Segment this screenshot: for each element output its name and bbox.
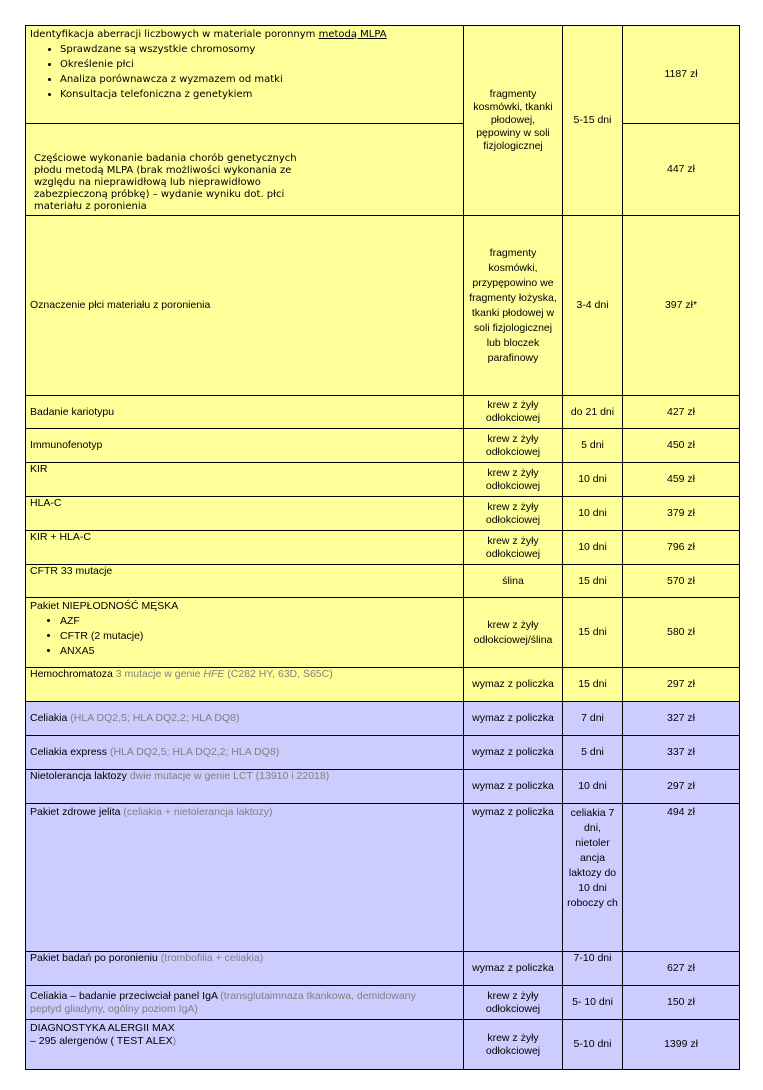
material-cell: wymaz z policzka bbox=[464, 736, 563, 770]
test-note: (transglutaimnaza tkankowa, demidowany peptyd gliadyny, ogólny poziom IgA) bbox=[30, 989, 416, 1015]
time-cell: 5-15 dni bbox=[563, 26, 623, 216]
test-title: DIAGNOSTYKA ALERGII MAX bbox=[30, 1022, 175, 1034]
gene-name: HFE bbox=[203, 668, 225, 680]
material-cell: krew z żyły odłokciowej/ślina bbox=[464, 598, 563, 668]
time-cell: 7 dni bbox=[563, 702, 623, 736]
price-cell: 297 zł bbox=[623, 770, 740, 804]
table-row bbox=[26, 124, 740, 216]
price-cell: 447 zł bbox=[623, 124, 740, 216]
test-name-cell: KIR + HLA-C bbox=[26, 531, 464, 565]
price-cell: 796 zł bbox=[623, 531, 740, 565]
price-cell: 337 zł bbox=[623, 736, 740, 770]
list-item: • Sprawdzane są wszystkie chromosomy bbox=[60, 43, 459, 56]
time-cell: 10 dni bbox=[563, 463, 623, 497]
test-title: Identyfikacja aberracji liczbowych w materiale poronnym bbox=[30, 29, 319, 40]
test-note: (trombofilia + celiakia) bbox=[160, 952, 264, 964]
feature-list bbox=[30, 43, 459, 101]
test-name-cell bbox=[26, 804, 464, 952]
price-cell: 379 zł bbox=[623, 497, 740, 531]
test-name-cell bbox=[26, 1020, 464, 1070]
material-cell: krew z żyły odłokciowej bbox=[464, 531, 563, 565]
test-name-cell bbox=[26, 986, 464, 1020]
list-item: • Określenie płci bbox=[60, 58, 459, 71]
price-cell: 494 zł bbox=[623, 804, 740, 952]
material-cell: fragmenty kosmówki, tkanki płodowej, pępowiny w soli fizjologicznej bbox=[464, 26, 563, 216]
list-item: • Analiza porównawcza z wyzmazem od matki bbox=[60, 73, 459, 86]
time-cell: 5 dni bbox=[563, 429, 623, 463]
test-title: Pakiet zdrowe jelita bbox=[30, 806, 124, 818]
feature-list bbox=[30, 615, 459, 658]
test-name-cell bbox=[26, 952, 464, 986]
material-cell: wymaz z policzka bbox=[464, 952, 563, 986]
test-note: (HLA DQ2,5; HLA DQ2,2; HLA DQ8) bbox=[109, 746, 280, 758]
table-row bbox=[26, 565, 740, 598]
material-cell: krew z żyły odłokciowej bbox=[464, 429, 563, 463]
material-cell: krew z żyły odłokciowej bbox=[464, 396, 563, 429]
table-row bbox=[26, 702, 740, 736]
test-name-cell: Oznaczenie płci materiału z poronienia bbox=[26, 216, 464, 396]
table-row bbox=[26, 26, 740, 124]
test-title: Celiakia – badanie przeciwciał panel IgA bbox=[30, 989, 221, 1002]
time-cell: do 21 dni bbox=[563, 396, 623, 429]
material-cell: wymaz z policzka bbox=[464, 668, 563, 702]
test-note: (celiakia + nietolerancja laktozy) bbox=[123, 806, 273, 818]
test-name-cell bbox=[26, 770, 464, 804]
material-cell: wymaz z policzka bbox=[464, 770, 563, 804]
test-name-cell bbox=[26, 702, 464, 736]
material-cell: wymaz z policzka bbox=[464, 702, 563, 736]
table-row bbox=[26, 952, 740, 986]
time-cell: 15 dni bbox=[563, 598, 623, 668]
test-name-cell: Badanie kariotypu bbox=[26, 396, 464, 429]
test-name-cell: KIR bbox=[26, 463, 464, 497]
test-title: Pakiet badań po poronieniu bbox=[30, 952, 161, 964]
table-row bbox=[26, 804, 740, 952]
test-subtitle: – 295 alergenów ( TEST ALEX bbox=[30, 1035, 173, 1047]
time-cell: 15 dni bbox=[563, 668, 623, 702]
test-note: dwie mutacje w genie LCT (13910 i 22018) bbox=[129, 770, 330, 782]
price-cell: 570 zł bbox=[623, 565, 740, 598]
material-cell: wymaz z policzka bbox=[464, 804, 563, 952]
test-title: Celiakia express bbox=[30, 746, 110, 758]
material-cell: krew z żyły odłokciowej bbox=[464, 1020, 563, 1070]
test-note: (HLA DQ2,5; HLA DQ2,2; HLA DQ8) bbox=[70, 712, 240, 724]
table-row bbox=[26, 497, 740, 531]
price-list-table bbox=[25, 25, 740, 1070]
price-cell: 297 zł bbox=[623, 668, 740, 702]
price-cell: 1399 zł bbox=[623, 1020, 740, 1070]
time-cell: 3-4 dni bbox=[563, 216, 623, 396]
time-cell: 5-10 dni bbox=[563, 1020, 623, 1070]
test-name-cell bbox=[26, 736, 464, 770]
list-item: • AZF bbox=[60, 615, 459, 628]
test-name-cell: Immunofenotyp bbox=[26, 429, 464, 463]
table-row bbox=[26, 986, 740, 1020]
test-name-cell: CFTR 33 mutacje bbox=[26, 565, 464, 598]
table-row bbox=[26, 429, 740, 463]
price-cell: 459 zł bbox=[623, 463, 740, 497]
table-row bbox=[26, 736, 740, 770]
test-name-cell: HLA-C bbox=[26, 497, 464, 531]
list-item: • Konsultacja telefoniczna z genetykiem bbox=[60, 88, 459, 101]
table-row bbox=[26, 1020, 740, 1070]
time-cell: 5- 10 dni bbox=[563, 986, 623, 1020]
test-note: 3 mutacje w genie bbox=[115, 668, 204, 680]
list-item: • CFTR (2 mutacje) bbox=[60, 630, 459, 643]
time-cell: 5 dni bbox=[563, 736, 623, 770]
price-cell: 580 zł bbox=[623, 598, 740, 668]
time-cell: 7-10 dni bbox=[563, 952, 623, 986]
test-note: ) bbox=[172, 1035, 177, 1047]
material-cell: ślina bbox=[464, 565, 563, 598]
table-row bbox=[26, 463, 740, 497]
table-row bbox=[26, 770, 740, 804]
time-cell: 10 dni bbox=[563, 531, 623, 565]
price-cell: 627 zł bbox=[623, 952, 740, 986]
time-cell: 10 dni bbox=[563, 497, 623, 531]
material-cell: krew z żyły odłokciowej bbox=[464, 986, 563, 1020]
table-row bbox=[26, 531, 740, 565]
table-row bbox=[26, 598, 740, 668]
test-title: Hemochromatoza bbox=[30, 668, 116, 680]
test-title: Pakiet NIEPŁODNOŚĆ MĘSKA bbox=[30, 600, 179, 612]
time-cell: 15 dni bbox=[563, 565, 623, 598]
price-cell: 327 zł bbox=[623, 702, 740, 736]
material-cell: krew z żyły odłokciowej bbox=[464, 463, 563, 497]
table-row bbox=[26, 668, 740, 702]
method-link-text: metodą MLPA bbox=[318, 29, 387, 40]
price-cell: 450 zł bbox=[623, 429, 740, 463]
time-cell: celiakia 7 dni, nietoler ancja laktozy do 10 dni roboczy ch bbox=[563, 804, 623, 952]
list-item: • ANXA5 bbox=[60, 645, 459, 658]
material-cell: krew z żyły odłokciowej bbox=[464, 497, 563, 531]
test-title: Nietolerancja laktozy bbox=[30, 770, 130, 782]
test-name-cell bbox=[26, 26, 464, 124]
test-note: (C282 HY, 63D, S65C) bbox=[224, 668, 333, 680]
price-cell: 1187 zł bbox=[623, 26, 740, 124]
price-cell: 397 zł* bbox=[623, 216, 740, 396]
price-cell: 427 zł bbox=[623, 396, 740, 429]
price-cell: 150 zł bbox=[623, 986, 740, 1020]
table-row bbox=[26, 396, 740, 429]
test-name-cell: Częściowe wykonanie badania chorób genetycznych płodu metodą MLPA (brak możliwości wykonania ze względu na nieprawidłową lub nieprawidłowo zabezpieczoną próbkę) – wydanie wyniku dot. płci materiału z poronienia bbox=[26, 124, 464, 216]
material-cell: fragmenty kosmówki, przypępowino we fragmenty łożyska, tkanki płodowej w soli fizjologicznej lub bloczek parafinowy bbox=[464, 216, 563, 396]
test-title: Celiakia bbox=[30, 712, 71, 724]
table-row bbox=[26, 216, 740, 396]
test-name-cell bbox=[26, 598, 464, 668]
test-name-cell bbox=[26, 668, 464, 702]
time-cell: 10 dni bbox=[563, 770, 623, 804]
